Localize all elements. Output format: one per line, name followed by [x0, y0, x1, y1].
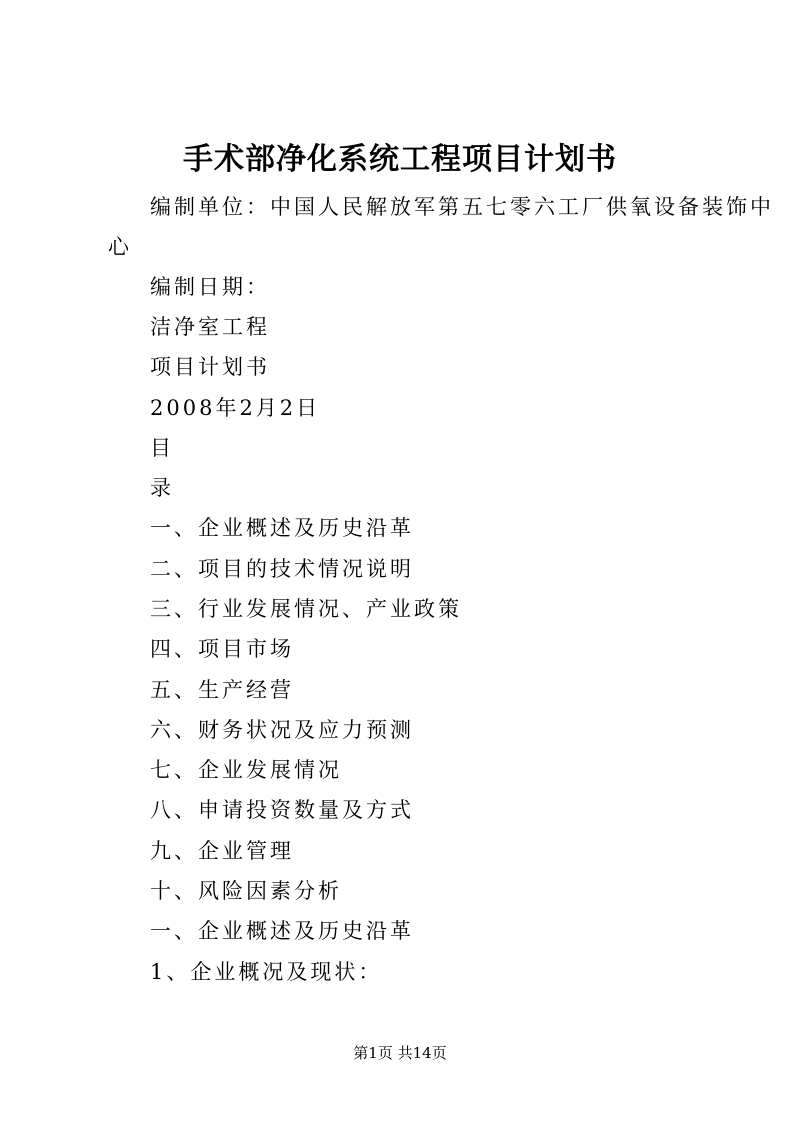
toc-item: 四、项目市场 — [150, 637, 294, 661]
compiler-unit-line: 编制单位：中国人民解放军第五七零六工厂供氧设备装饰中 — [150, 195, 774, 219]
toc-heading-2: 录 — [150, 476, 174, 500]
date-line: 2008年2月2日 — [150, 396, 321, 420]
toc-item: 六、财务状况及应力预测 — [150, 718, 414, 742]
toc-item: 九、企业管理 — [150, 839, 294, 863]
toc-item: 三、行业发展情况、产业政策 — [150, 597, 462, 621]
toc-item: 八、申请投资数量及方式 — [150, 798, 414, 822]
subsection-heading: 1、企业概况及现状： — [150, 960, 383, 984]
toc-item: 七、企业发展情况 — [150, 758, 342, 782]
subtitle-line-2: 项目计划书 — [150, 355, 270, 379]
toc-heading-1: 目 — [150, 436, 174, 460]
compiler-unit-line-continued: 心 — [108, 235, 132, 259]
compile-date-line: 编制日期： — [150, 275, 270, 299]
page-number-footer: 第1页 共14页 — [353, 1044, 447, 1062]
document-title: 手术部净化系统工程项目计划书 — [183, 142, 617, 177]
toc-item: 二、项目的技术情况说明 — [150, 557, 414, 581]
toc-item: 一、企业概述及历史沿革 — [150, 516, 414, 540]
toc-item: 十、风险因素分析 — [150, 879, 342, 903]
subtitle-line-1: 洁净室工程 — [150, 315, 270, 339]
toc-item: 五、生产经营 — [150, 678, 294, 702]
section-heading: 一、企业概述及历史沿革 — [150, 919, 414, 943]
